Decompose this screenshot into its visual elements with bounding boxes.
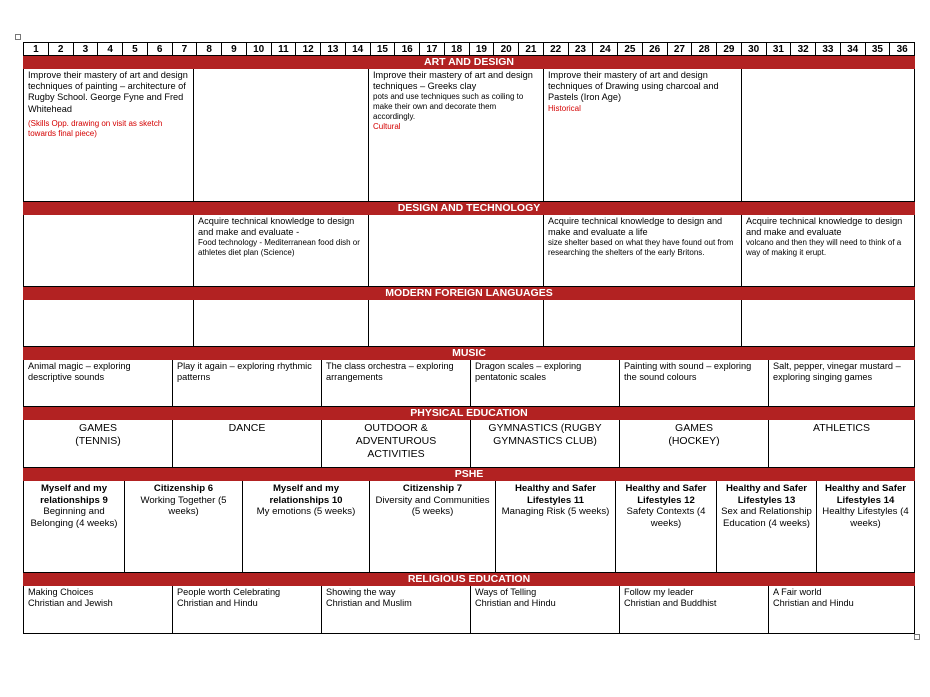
dt-row	[23, 215, 915, 287]
art-row	[23, 69, 915, 202]
pshe-cell-title: Healthy and Safer Lifestyles 11	[514, 483, 597, 506]
pshe-cell-desc: Healthy Lifestyles (4 weeks)	[822, 506, 909, 529]
mfl-cell-empty	[194, 300, 369, 346]
week-number: 31	[767, 43, 792, 55]
week-number: 17	[420, 43, 445, 55]
week-number: 24	[593, 43, 618, 55]
pe-row	[23, 420, 915, 468]
art-cell-empty	[742, 69, 915, 201]
week-number: 20	[494, 43, 519, 55]
pshe-cell-desc: Beginning and Belonging (4 weeks)	[30, 506, 118, 529]
week-number: 15	[371, 43, 396, 55]
page-corner-marker	[15, 34, 21, 40]
pshe-cell	[370, 481, 496, 572]
pshe-cell-title: Citizenship 7	[402, 483, 463, 494]
section-header-pe: PHYSICAL EDUCATION	[23, 407, 915, 420]
re-cell	[769, 586, 915, 633]
re-cell	[471, 586, 620, 633]
week-number: 10	[247, 43, 272, 55]
re-cell-topic: People worth Celebrating	[177, 587, 281, 597]
dt-cell-text: Acquire technical knowledge to design and make and evaluate -	[198, 216, 355, 238]
pshe-cell-title: Myself and my relationships 10	[269, 483, 343, 506]
week-number: 3	[74, 43, 99, 55]
dt-cell-text: Acquire technical knowledge to design and make and evaluate	[746, 216, 903, 238]
music-row	[23, 360, 915, 407]
music-cell: Animal magic – exploring descriptive sounds	[24, 360, 173, 406]
pshe-cell	[717, 481, 817, 572]
dt-cell-text: Acquire technical knowledge to design and make and evaluate a life	[548, 216, 723, 238]
week-number: 34	[841, 43, 866, 55]
re-cell-faiths: Christian and Hindu	[177, 598, 258, 609]
pshe-cell-title: Healthy and Safer Lifestyles 13	[725, 483, 808, 506]
re-cell-topic: Follow my leader	[624, 587, 694, 597]
pshe-cell-title: Healthy and Safer Lifestyles 14	[824, 483, 907, 506]
pshe-cell	[125, 481, 243, 572]
week-number: 25	[618, 43, 643, 55]
section-header-dt: DESIGN AND TECHNOLOGY	[23, 202, 915, 215]
art-cell-text: Improve their mastery of art and design techniques of painting – architecture of Rugby School. George Fyne and Fred Whitehead	[28, 70, 188, 114]
pshe-cell-title: Citizenship 6	[153, 483, 214, 494]
re-row	[23, 586, 915, 634]
week-number: 11	[272, 43, 297, 55]
week-number: 16	[395, 43, 420, 55]
music-cell: Salt, pepper, vinegar mustard – exploring singing games	[769, 360, 915, 406]
week-number: 7	[173, 43, 198, 55]
section-header-art: ART AND DESIGN	[23, 56, 915, 69]
pe-cell: GAMES (TENNIS)	[24, 420, 173, 467]
dt-cell-empty	[24, 215, 194, 286]
mfl-cell-empty	[742, 300, 915, 346]
dt-cell-small-text: volcano and then they will need to think of a way of making it erupt.	[746, 238, 902, 258]
week-number: 19	[470, 43, 495, 55]
music-cell: Play it again – exploring rhythmic patterns	[173, 360, 322, 406]
re-cell-faiths: Christian and Hindu	[773, 598, 854, 609]
re-cell	[322, 586, 471, 633]
section-header-pshe: PSHE	[23, 468, 915, 481]
pe-cell: ATHLETICS	[769, 420, 915, 467]
re-cell-faiths: Christian and Jewish	[28, 598, 113, 609]
pshe-cell-title: Healthy and Safer Lifestyles 12	[625, 483, 707, 506]
week-number: 18	[445, 43, 470, 55]
section-header-music: MUSIC	[23, 347, 915, 360]
re-cell-topic: Showing the way	[326, 587, 396, 597]
mfl-cell-empty	[544, 300, 742, 346]
week-number: 4	[98, 43, 123, 55]
week-number: 32	[791, 43, 816, 55]
re-cell-topic: A Fair world	[773, 587, 822, 597]
art-cell	[544, 69, 742, 201]
pshe-cell	[24, 481, 125, 572]
music-cell: Painting with sound – exploring the sound colours	[620, 360, 769, 406]
week-number: 36	[890, 43, 915, 55]
week-number: 5	[123, 43, 148, 55]
week-number: 35	[866, 43, 891, 55]
pe-cell: OUTDOOR & ADVENTUROUS ACTIVITIES	[322, 420, 471, 467]
art-cell-note: Cultural	[373, 121, 401, 131]
art-cell	[24, 69, 194, 201]
week-number: 6	[148, 43, 173, 55]
mfl-cell-empty	[369, 300, 544, 346]
week-number: 1	[24, 43, 49, 55]
week-number: 33	[816, 43, 841, 55]
re-cell	[620, 586, 769, 633]
section-header-mfl: MODERN FOREIGN LANGUAGES	[23, 287, 915, 300]
week-number: 29	[717, 43, 742, 55]
week-number: 13	[321, 43, 346, 55]
dt-cell	[544, 215, 742, 286]
pshe-cell	[243, 481, 370, 572]
art-cell	[369, 69, 544, 201]
re-cell	[173, 586, 322, 633]
pshe-cell	[496, 481, 616, 572]
dt-cell	[742, 215, 915, 286]
pshe-cell	[616, 481, 717, 572]
re-cell-topic: Ways of Telling	[475, 587, 537, 597]
art-cell-text: Improve their mastery of art and design techniques of Drawing using charcoal and Pastels (Iron Age)	[548, 70, 719, 103]
week-number: 8	[197, 43, 222, 55]
pshe-row	[23, 481, 915, 573]
section-header-re: RELIGIOUS EDUCATION	[23, 573, 915, 586]
pe-cell: GAMES (HOCKEY)	[620, 420, 769, 467]
art-cell-note: Historical	[548, 103, 581, 113]
music-cell: Dragon scales – exploring pentatonic scales	[471, 360, 620, 406]
art-cell-note: (Skills Opp. drawing on visit as sketch towards final piece)	[28, 118, 163, 138]
re-cell-faiths: Christian and Buddhist	[624, 598, 717, 609]
week-number: 27	[668, 43, 693, 55]
re-cell	[24, 586, 173, 633]
art-cell-text: Improve their mastery of art and design techniques – Greeks clay	[373, 70, 533, 92]
week-number: 14	[346, 43, 371, 55]
pshe-cell-desc: Sex and Relationship Education (4 weeks)	[721, 506, 812, 529]
re-cell-faiths: Christian and Hindu	[475, 598, 556, 609]
re-cell-topic: Making Choices	[28, 587, 94, 597]
week-number: 2	[49, 43, 74, 55]
week-number: 30	[742, 43, 767, 55]
pe-cell: GYMNASTICS (RUGBY GYMNASTICS CLUB)	[471, 420, 620, 467]
dt-cell-empty	[369, 215, 544, 286]
week-number: 28	[692, 43, 717, 55]
week-number: 22	[544, 43, 569, 55]
week-number: 9	[222, 43, 247, 55]
music-cell: The class orchestra – exploring arrangements	[322, 360, 471, 406]
dt-cell-small-text: size shelter based on what they have found out from researching the shelters of the early Britons.	[548, 238, 734, 258]
week-number: 12	[296, 43, 321, 55]
mfl-cell-empty	[24, 300, 194, 346]
pshe-cell-desc: My emotions (5 weeks)	[256, 506, 356, 518]
pshe-cell-desc: Safety Contexts (4 weeks)	[626, 506, 706, 529]
re-cell-faiths: Christian and Muslim	[326, 598, 412, 609]
week-number-row	[23, 42, 915, 56]
pshe-cell	[817, 481, 915, 572]
pe-cell: DANCE	[173, 420, 322, 467]
week-number: 23	[569, 43, 594, 55]
pshe-cell-title: Myself and my relationships 9	[40, 483, 108, 506]
art-cell-empty	[194, 69, 369, 201]
dt-cell	[194, 215, 369, 286]
pshe-cell-desc: Diversity and Communities (5 weeks)	[375, 494, 490, 518]
week-number: 21	[519, 43, 544, 55]
dt-cell-small-text: Food technology - Mediterranean food dish or athletes diet plan (Science)	[198, 238, 360, 258]
mfl-row	[23, 300, 915, 347]
page-corner-marker	[914, 634, 920, 640]
pshe-cell-desc: Working Together (5 weeks)	[140, 494, 227, 518]
art-cell-small-text: pots and use techniques such as coiling to make their own and decorate them accordingly.	[373, 92, 524, 121]
pshe-cell-desc: Managing Risk (5 weeks)	[501, 506, 610, 518]
week-number: 26	[643, 43, 668, 55]
